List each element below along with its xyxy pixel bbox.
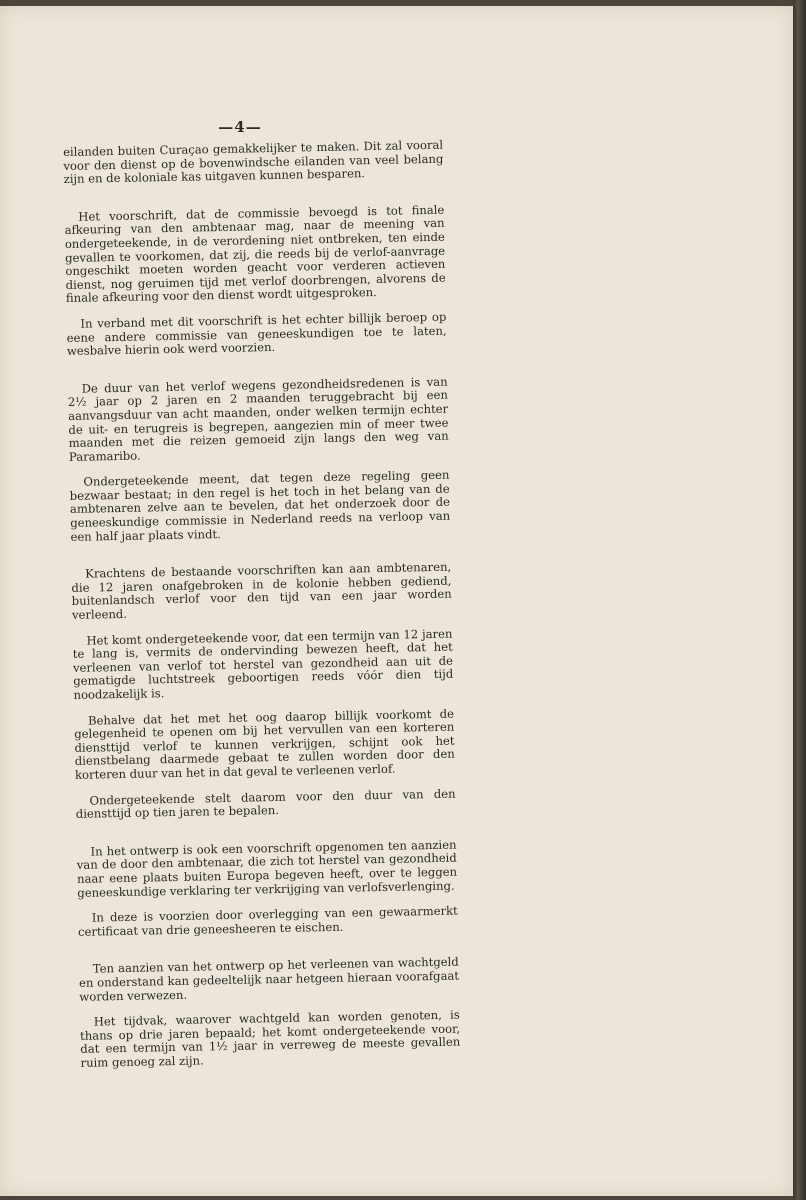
paragraph-5: Ondergeteekende meent, dat tegen deze regeling geen bezwaar bestaat; in den regel is het toch in het belang van de ambtenaren zelve aan te bevelen, dat het onderzoek door de geneeskundige commissie in Nederland reeds na verloop van een half jaar plaats vindt. [69, 467, 451, 544]
page-binding-edge [793, 0, 806, 1200]
paragraph-8: Behalve dat het met het oog daarop billijk voorkomt de gelegenheid te openen om bij het vervullen van een korteren diensttijd verlof te kunnen verkrijgen, schijnt ook het dienstbelang daarmede gebaat te zullen worden door den korteren duur van het in dat geval te verleenen verlof. [74, 706, 455, 782]
paragraph-9: Ondergeteekende stelt daarom voor den duur van den diensttijd op tien jaren te bepalen. [75, 786, 456, 822]
paragraph-6: Krachtens de bestaande voorschriften kan aan ambtenaren, die 12 jaren onafgebroken in de kolonie hebben gediend, buitenlandsch verlof voor den tijd van een jaar worden verleend. [71, 559, 452, 622]
paragraph-2: Het voorschrift, dat de commissie bevoegd is tot finale afkeuring van den ambtenaar mag, naar de meening van ondergeteekende, in de verordening niet ontbreken, ten einde gevallen te voorkomen, dat zij, die reeds bij de verlof-aanvrage ongeschikt moeten worden geacht voor verderen actieven dienst, nog geruimen tijd met verlof doorbrengen, alvorens de finale afkeuring voor den dienst wordt uitgesproken. [64, 202, 446, 306]
paragraph-1: eilanden buiten Curaçao gemakkelijker te maken. Dit zal vooral voor den dienst op de bovenwindsche eilanden van veel belang zijn en de koloniale kas uitgaven kunnen besparen. [62, 137, 444, 187]
paragraph-7: Het komt ondergeteekende voor, dat een termijn van 12 jaren te lang is, vermits de ondervinding bewezen heeft, dat het verleenen van verlof tot herstel van gezondheid aan uit de gematigde luchtstreek geboortigen reeds vóór dien tijd noodzakelijk is. [72, 626, 454, 702]
paragraph-3: In verband met dit voorschrift is het echter billijk beroep op eene andere commissie van geneeskundigen toe te laten, wesbalve hierin ook werd voorzien. [66, 309, 447, 359]
paragraph-4: De duur van het verlof wegens gezondheidsredenen is van 2½ jaar op 2 jaren en 2 maanden teruggebracht bij een aanvangsduur van acht maanden, onder welken termijn echter de uit- en terugreis is begrepen, aangezien min of meer twee maanden met die reizen gemoeid zijn langs den weg van Paramaribo. [67, 374, 449, 464]
document-body [63, 139, 461, 1071]
paper-sheet [0, 6, 793, 1196]
paragraph-11: In deze is voorzien door overlegging van een gewaarmerkt certificaat van drie geneesheeren te eischen. [77, 903, 458, 939]
paragraph-13: Het tijdvak, waarover wachtgeld kan worden genoten, is thans op drie jaren bepaald; het komt ondergeteekende voor, dat een termijn van 1½ jaar in verreweg de meeste gevallen ruim genoeg zal zijn. [79, 1007, 461, 1070]
page-number: —4— [218, 118, 262, 136]
paragraph-10: In het ontwerp is ook een voorschrift opgenomen ten aanzien van de door den ambtenaar, die zich tot herstel van gezondheid naar eene plaats buiten Europa begeven heeft, over te leggen geneeskundige verklaring ter verkrijging van verlofsverlenging. [76, 837, 458, 900]
paragraph-12: Ten aanzien van het ontwerp op het verleenen van wachtgeld en onderstand kan gedeeltelijk naar hetgeen hieraan voorafgaat worden verwezen. [78, 954, 460, 1004]
